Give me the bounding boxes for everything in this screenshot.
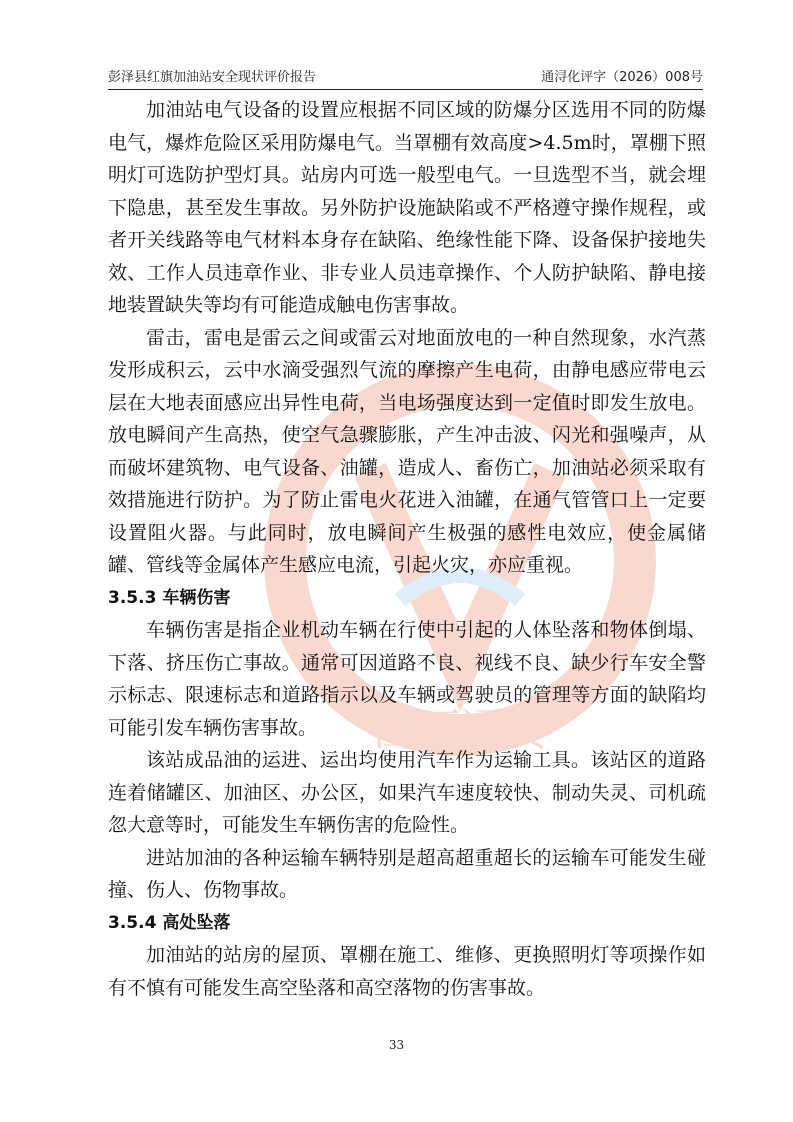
page-header <box>108 63 703 90</box>
paragraph-vehicle-collision: 进站加油的各种运输车辆特别是超高超重超长的运输车可能发生碰撞、伤人、伤物事故。 <box>108 846 706 901</box>
paragraph-falling: 加油站的站房的屋顶、罩棚在施工、维修、更换照明灯等项操作如有不慎有可能发生高空坠落和高空落物的伤害事故。 <box>108 944 706 999</box>
report-title: 彭泽县红旗加油站安全现状评价报告 <box>108 70 317 85</box>
paragraph-electrical: 加油站电气设备的设置应根据不同区域的防爆分区选用不同的防爆电气，爆炸危险区采用防爆电气。当罩棚有效高度>4.5m时，罩棚下照明灯可选防护型灯具。站房内可选一般型电气。一旦选型不当，就会埋下隐患，甚至发生事故。另外防护设施缺陷或不严格遵守操作规程，或者开关线路等电气材料本身存在缺陷、绝缘性能下降、设备保护接地失效、工作人员违章作业、非专业人员违章操作、个人防护缺陷、静电接地装置缺失等均有可能造成触电伤害事故。 <box>108 99 706 316</box>
section-heading-falling: 3.5.4 高处坠落 <box>108 912 231 933</box>
paragraph-lightning: 雷击，雷电是雷云之间或雷云对地面放电的一种自然现象，水汽蒸发形成积云，云中水滴受强烈气流的摩擦产生电荷，由静电感应带电云层在大地表面感应出异性电荷，当电场强度达到一定值时即发生放电。放电瞬间产生高热，使空气急骤膨胀，产生冲击波、闪光和强噪声，从而破坏建筑物、电气设备、油罐，造成人、畜伤亡，加油站必须采取有效措施进行防护。为了防止雷电火花进入油罐，在通气管管口上一定要设置阻火器。与此同时，放电瞬间产生极强的感性电效应，使金属储罐、管线等金属体产生感应电流，引起火灾，亦应重视。 <box>108 326 706 576</box>
report-number: 通浔化评字（2026）008号 <box>541 70 703 85</box>
page-number: 33 <box>388 1038 405 1052</box>
page-body <box>108 94 706 1004</box>
paragraph-vehicle-station: 该站成品油的运进、运出均使用汽车作为运输工具。该站区的道路连着储罐区、加油区、办公区，如果汽车速度较快、制动失灵、司机疏忽大意等时，可能发生车辆伤害的危险性。 <box>108 749 706 836</box>
section-heading-vehicle-injury: 3.5.3 车辆伤害 <box>108 587 231 608</box>
watermark-text: 江西通安 <box>372 705 548 756</box>
paragraph-vehicle-definition: 车辆伤害是指企业机动车辆在行使中引起的人体坠落和物体倒塌、下落、挤压伤亡事故。通常可因道路不良、视线不良、缺少行车安全警示标志、限速标志和道路指示以及车辆或驾驶员的管理等方面的缺陷均可能引发车辆伤害事故。 <box>108 619 706 739</box>
